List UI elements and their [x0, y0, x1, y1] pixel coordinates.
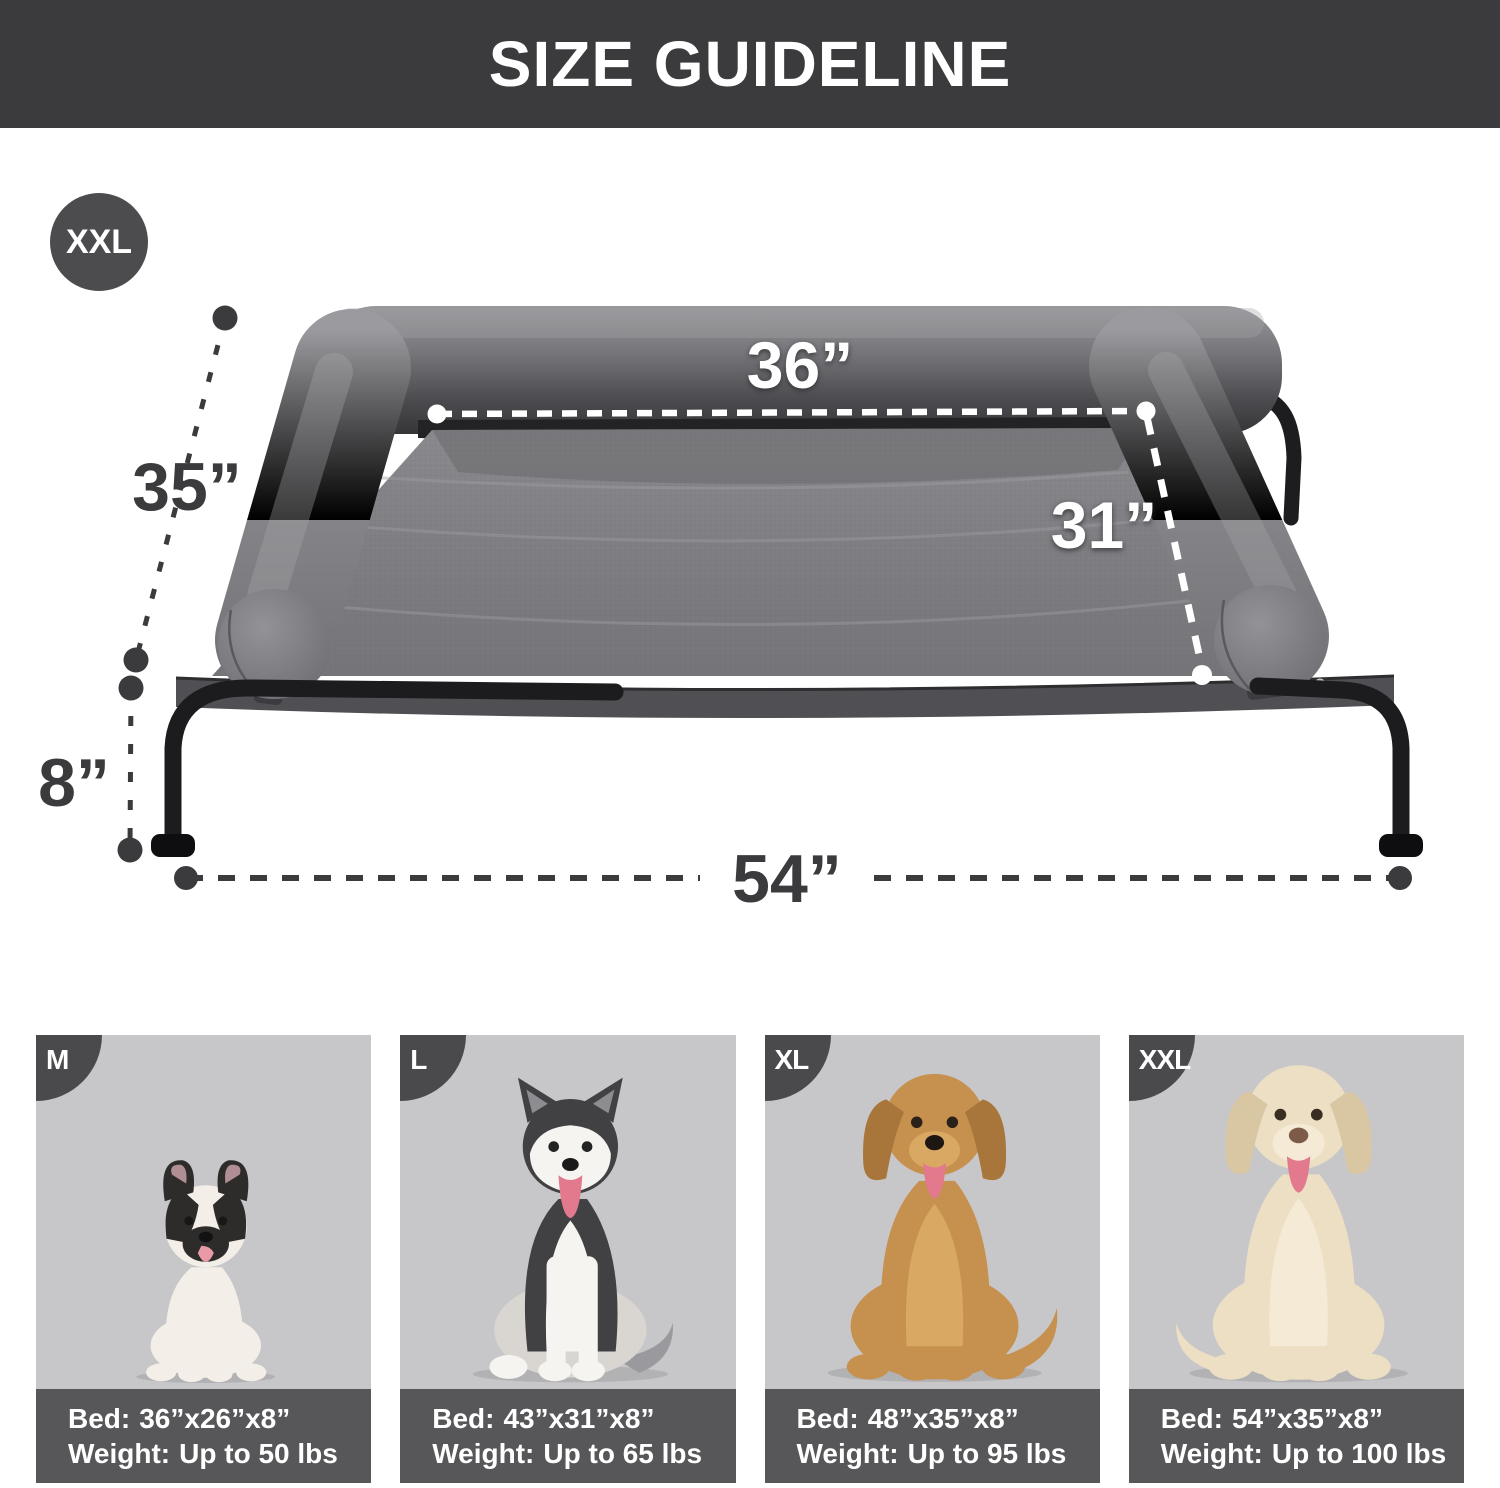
dimension-leg-height — [38, 676, 143, 863]
size-card-l — [400, 1035, 735, 1483]
dimension-endpoint-dot — [174, 866, 198, 890]
dimension-top-width-label: 36” — [746, 328, 854, 402]
size-cards — [36, 1035, 1464, 1483]
dog-photo-area — [765, 1035, 1100, 1389]
dimension-endpoint-dot — [1192, 665, 1212, 685]
dimension-total-width-label: 54” — [732, 841, 842, 917]
dimension-endpoint-dot — [1388, 866, 1412, 890]
bed-left-bolster — [218, 368, 352, 699]
dimension-inner-depth-label: 31” — [1050, 488, 1158, 562]
dimension-endpoint-dot — [118, 838, 143, 863]
bed-size-line: Bed: 36”x26”x8” — [68, 1402, 291, 1434]
header-banner — [0, 0, 1500, 128]
dog-illustration-husky — [437, 1075, 699, 1385]
dimension-leg-height-label: 8” — [38, 745, 110, 821]
dimension-endpoint-dot — [119, 676, 144, 701]
weight-line: Weight: Up to 95 lbs — [796, 1437, 1067, 1469]
card-size-badge-xxl: XXL — [1129, 1035, 1195, 1101]
card-specs — [1129, 1389, 1464, 1483]
dimension-endpoint-dot — [213, 306, 238, 331]
dimension-total-width — [174, 841, 1412, 917]
size-card-xxl — [1129, 1035, 1464, 1483]
size-card-xl — [765, 1035, 1100, 1483]
dimension-side-length-label: 35” — [132, 449, 242, 525]
weight-line: Weight: Up to 50 lbs — [68, 1437, 338, 1469]
dog-photo-area — [36, 1035, 371, 1389]
dimension-endpoint-dot — [428, 405, 447, 424]
size-card-m — [36, 1035, 371, 1483]
card-size-badge-xl: XL — [765, 1035, 831, 1101]
card-size-badge-l: L — [400, 1035, 466, 1101]
card-specs — [765, 1389, 1100, 1483]
bed-size-line: Bed: 54”x35”x8” — [1160, 1402, 1383, 1434]
dog-photo-area — [400, 1035, 735, 1389]
bed-size-line: Bed: 43”x31”x8” — [432, 1402, 655, 1434]
dog-photo-area — [1129, 1035, 1464, 1389]
card-size-badge-m: M — [36, 1035, 102, 1101]
weight-line: Weight: Up to 100 lbs — [1160, 1437, 1447, 1469]
diagram-size-badge-label: XXL — [65, 222, 133, 261]
dog-illustration-french-bulldog — [106, 1153, 302, 1385]
elevated-dog-bed-illustration — [0, 128, 1500, 1035]
card-specs — [36, 1389, 371, 1483]
weight-line: Weight: Up to 65 lbs — [432, 1437, 703, 1469]
size-diagram — [0, 128, 1500, 1035]
page-title: SIZE GUIDELINE — [488, 28, 1012, 100]
dimension-endpoint-dot — [124, 648, 149, 673]
dog-illustration-labrador — [1153, 1047, 1439, 1385]
card-specs — [400, 1389, 735, 1483]
bed-size-line: Bed: 48”x35”x8” — [796, 1402, 1019, 1434]
dog-illustration-golden-retriever — [792, 1053, 1072, 1385]
